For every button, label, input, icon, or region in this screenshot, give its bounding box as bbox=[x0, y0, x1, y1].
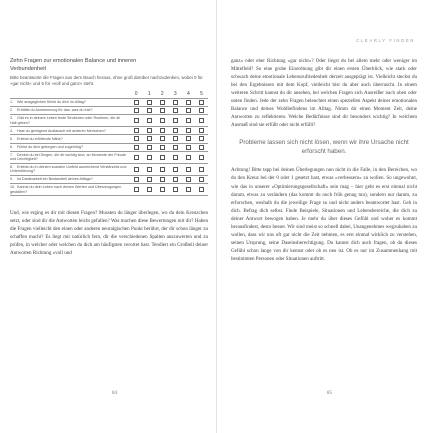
rating-checkbox[interactable] bbox=[134, 100, 139, 105]
rating-checkbox[interactable] bbox=[147, 100, 152, 105]
running-header: CLEARLY FINDEN bbox=[356, 38, 415, 43]
rating-cell bbox=[143, 143, 156, 151]
question-number: 4. bbox=[10, 128, 14, 133]
rating-checkbox[interactable] bbox=[134, 136, 139, 141]
pull-quote: Probleme lassen sich nicht lösen, wenn wir ihre Ursache nicht erforscht haben. bbox=[239, 139, 409, 155]
rating-checkbox[interactable] bbox=[186, 136, 191, 141]
rating-checkbox[interactable] bbox=[160, 167, 165, 172]
rating-cell bbox=[143, 107, 156, 115]
question-text: Hast du genügend Austausch mit anderen Menschen? bbox=[17, 128, 106, 133]
rating-cell bbox=[182, 127, 195, 135]
question-cell bbox=[10, 127, 130, 135]
rating-cell bbox=[195, 127, 208, 135]
rating-checkbox[interactable] bbox=[147, 155, 152, 160]
rating-checkbox[interactable] bbox=[199, 108, 204, 113]
rating-checkbox[interactable] bbox=[173, 187, 178, 192]
question-cell bbox=[10, 175, 130, 183]
rating-cell bbox=[182, 99, 195, 107]
rating-checkbox[interactable] bbox=[173, 167, 178, 172]
rating-checkbox[interactable] bbox=[147, 187, 152, 192]
page-number-right: 85 bbox=[327, 391, 332, 396]
rating-cell bbox=[169, 127, 182, 135]
question-number: 2. bbox=[10, 108, 14, 113]
rating-cell bbox=[156, 151, 169, 163]
rating-cell bbox=[143, 184, 156, 196]
rating-cell bbox=[169, 151, 182, 163]
rating-checkbox[interactable] bbox=[147, 128, 152, 133]
rating-cell bbox=[156, 127, 169, 135]
rating-cell bbox=[156, 99, 169, 107]
rating-cell bbox=[130, 107, 143, 115]
question-number: 9. bbox=[10, 177, 14, 182]
question-row bbox=[10, 175, 208, 183]
question-number: 1. bbox=[10, 100, 14, 105]
rating-checkbox[interactable] bbox=[160, 136, 165, 141]
rating-checkbox[interactable] bbox=[199, 155, 204, 160]
rating-checkbox[interactable] bbox=[199, 136, 204, 141]
rating-cell bbox=[130, 143, 143, 151]
question-cell bbox=[10, 99, 130, 107]
question-number: 10. bbox=[10, 185, 16, 190]
rating-checkbox[interactable] bbox=[186, 167, 191, 172]
rating-cell bbox=[130, 175, 143, 183]
rating-cell bbox=[130, 127, 143, 135]
scale-label: 5 bbox=[200, 91, 203, 97]
question-row bbox=[10, 135, 208, 143]
rating-cell bbox=[195, 163, 208, 175]
rating-checkbox[interactable] bbox=[160, 100, 165, 105]
question-row bbox=[10, 99, 208, 107]
rating-checkbox[interactable] bbox=[134, 177, 139, 182]
rating-checkbox[interactable] bbox=[134, 167, 139, 172]
rating-checkbox[interactable] bbox=[147, 108, 152, 113]
rating-cell bbox=[169, 143, 182, 151]
rating-checkbox[interactable] bbox=[186, 100, 191, 105]
rating-checkbox[interactable] bbox=[160, 187, 165, 192]
rating-cell bbox=[169, 99, 182, 107]
rating-checkbox[interactable] bbox=[173, 177, 178, 182]
rating-cell bbox=[143, 115, 156, 127]
rating-checkbox[interactable] bbox=[186, 155, 191, 160]
rating-cell bbox=[130, 163, 143, 175]
rating-cell bbox=[182, 151, 195, 163]
rating-checkbox[interactable] bbox=[186, 145, 191, 150]
question-row bbox=[10, 151, 208, 163]
rating-checkbox[interactable] bbox=[173, 118, 178, 123]
rating-cell bbox=[143, 127, 156, 135]
question-cell bbox=[10, 143, 130, 151]
rating-checkbox[interactable] bbox=[173, 136, 178, 141]
rating-checkbox[interactable] bbox=[160, 108, 165, 113]
rating-checkbox[interactable] bbox=[134, 187, 139, 192]
question-text: Erlebst du erfüllende Nähe? bbox=[17, 136, 63, 141]
rating-cell bbox=[169, 163, 182, 175]
question-text: Denkst du bei Dingen, die dir wichtig sind, an Momente der Freude und Leichtigkeit? bbox=[10, 152, 127, 162]
rating-cell bbox=[182, 115, 195, 127]
rating-checkbox[interactable] bbox=[199, 177, 204, 182]
question-cell bbox=[10, 151, 130, 163]
rating-cell bbox=[195, 184, 208, 196]
question-text: Erlebst du in deinem sozialen Umfeld ausreichend Verständnis und Unterstützung? bbox=[10, 164, 127, 174]
rating-cell bbox=[195, 143, 208, 151]
questionnaire-title: Zehn Fragen zur emotionalen Balance und inneren Verbundenheit bbox=[10, 58, 137, 72]
rating-cell bbox=[156, 175, 169, 183]
rating-checkbox[interactable] bbox=[186, 118, 191, 123]
rating-checkbox[interactable] bbox=[160, 118, 165, 123]
rating-checkbox[interactable] bbox=[199, 187, 204, 192]
rating-cell bbox=[143, 99, 156, 107]
question-cell bbox=[10, 135, 130, 143]
rating-cell bbox=[195, 99, 208, 107]
question-row bbox=[10, 163, 208, 175]
rating-checkbox[interactable] bbox=[173, 145, 178, 150]
rating-cell bbox=[143, 151, 156, 163]
rating-checkbox[interactable] bbox=[134, 118, 139, 123]
rating-cell bbox=[182, 143, 195, 151]
right-paragraph-1: ganz« oder eher Richtung »gar nicht«? Oder liegst du bei allem mehr oder weniger im Mittelfeld? So eine grobe Einordnung gibt dir einen ersten Überblick, wie stark oder schwach deine emotionale Lebenszufriedenheit derzeit ausgeprägt ist. Vielleicht steckst du bei den Ergebnissen mit dem Kopf, vielleicht bist du aber auch überrascht. In einem weiteren Schritt kannst du dir ansehen, bei welchen Fragen sich Ausreißer nach oben oder unten finden. Jede der zehn Fragen beleuchtet einen speziellen Aspekt deiner emotionalen Balance und deines Wohlbefindens im Alltag. Nimm dir einen Moment Zeit, deine Antworten zu reflektieren. Welche Bedürfnisse sind dir besonders wichtig? In welchem Ausmaß sind sie erfüllt oder nicht erfüllt? bbox=[231, 58, 417, 129]
question-text: Wie ausgeglichen fühlst du dich im Alltag? bbox=[17, 100, 86, 105]
scale-label: 0 bbox=[134, 91, 138, 97]
page-number-left: 84 bbox=[112, 391, 117, 396]
rating-cell bbox=[169, 115, 182, 127]
rating-checkbox[interactable] bbox=[160, 177, 165, 182]
rating-checkbox[interactable] bbox=[186, 128, 191, 133]
rating-cell bbox=[182, 184, 195, 196]
rating-checkbox[interactable] bbox=[134, 108, 139, 113]
rating-cell bbox=[182, 107, 195, 115]
rating-cell bbox=[195, 151, 208, 163]
rating-checkbox[interactable] bbox=[199, 167, 204, 172]
rating-checkbox[interactable] bbox=[173, 128, 178, 133]
rating-cell bbox=[182, 163, 195, 175]
questionnaire-table bbox=[10, 91, 208, 196]
rating-cell bbox=[169, 135, 182, 143]
left-page bbox=[0, 0, 216, 433]
question-row bbox=[10, 143, 208, 151]
left-body-text: Und, wie erging es dir mit diesen Fragen? Mussten du länger überlegen, wo du dein Kreuzchen setzt, oder sind dir die Antworten leicht gefallen? Was machen diese Bewertungen mit dir? Haben die Fragen vielleicht den einen oder anderen neuralgischen Punkt berührt, der dir schon länger zu schaffen macht? Es liegt mir natürlich fern, dir die verschiedenen Spalten auszuwerten und zu prüfen, in welcher oder welchen du dich am häufigsten verortet hast. Tendiert ein Großteil deiner Antworten Richtung »voll und bbox=[10, 210, 208, 257]
rating-checkbox[interactable] bbox=[173, 155, 178, 160]
rating-checkbox[interactable] bbox=[147, 145, 152, 150]
rating-cell bbox=[130, 99, 143, 107]
rating-checkbox[interactable] bbox=[199, 118, 204, 123]
rating-cell bbox=[156, 184, 169, 196]
rating-checkbox[interactable] bbox=[186, 108, 191, 113]
rating-cell bbox=[156, 135, 169, 143]
rating-cell bbox=[195, 175, 208, 183]
scale-label: 1 bbox=[147, 91, 151, 97]
question-text: Gibt es in deinem Leben feste Strukturen oder Routinen, die dir Halt geben? bbox=[10, 116, 121, 125]
rating-cell bbox=[195, 115, 208, 127]
question-cell bbox=[10, 163, 130, 175]
rating-checkbox[interactable] bbox=[186, 177, 191, 182]
rating-cell bbox=[169, 107, 182, 115]
right-page bbox=[217, 0, 433, 433]
rating-checkbox[interactable] bbox=[186, 187, 191, 192]
rating-checkbox[interactable] bbox=[199, 128, 204, 133]
scale-header-row bbox=[10, 91, 208, 99]
question-number: 5. bbox=[10, 136, 14, 141]
rating-cell bbox=[156, 143, 169, 151]
rating-checkbox[interactable] bbox=[199, 145, 204, 150]
rating-cell bbox=[156, 107, 169, 115]
question-text: Kannst du dein Leben nach deinen Werten und Überzeugungen gestalten? bbox=[10, 185, 122, 194]
rating-checkbox[interactable] bbox=[134, 155, 139, 160]
scale-label: 4 bbox=[186, 91, 190, 97]
rating-checkbox[interactable] bbox=[147, 177, 152, 182]
rating-checkbox[interactable] bbox=[199, 100, 204, 105]
scale-label: 3 bbox=[173, 91, 177, 97]
question-text: Fühlst du dich geborgen und zugehörig? bbox=[17, 144, 84, 149]
rating-cell bbox=[195, 107, 208, 115]
question-row bbox=[10, 107, 208, 115]
rating-cell bbox=[182, 175, 195, 183]
rating-cell bbox=[169, 184, 182, 196]
rating-checkbox[interactable] bbox=[134, 145, 139, 150]
question-number: 6. bbox=[10, 144, 14, 149]
question-row bbox=[10, 115, 208, 127]
rating-cell bbox=[130, 135, 143, 143]
question-number: 3. bbox=[10, 116, 14, 121]
question-text: Ist Dankbarkeit ein Bestandteil deines Alltags? bbox=[17, 177, 93, 182]
rating-checkbox[interactable] bbox=[147, 167, 152, 172]
question-cell bbox=[10, 184, 130, 196]
rating-checkbox[interactable] bbox=[134, 128, 139, 133]
rating-cell bbox=[130, 115, 143, 127]
rating-checkbox[interactable] bbox=[173, 108, 178, 113]
rating-checkbox[interactable] bbox=[160, 155, 165, 160]
rating-checkbox[interactable] bbox=[160, 128, 165, 133]
questionnaire-instructions: Bitte beantworte die Fragen aus dem Bauch heraus, ohne groß darüber nachzudenken, wobei 0 für »gar nicht« und 5 für »voll und ganz« steht. bbox=[10, 75, 203, 86]
rating-cell bbox=[130, 151, 143, 163]
question-cell bbox=[10, 115, 130, 127]
rating-cell bbox=[143, 175, 156, 183]
rating-cell bbox=[143, 163, 156, 175]
question-number: 7. bbox=[10, 152, 14, 157]
rating-checkbox[interactable] bbox=[147, 136, 152, 141]
rating-checkbox[interactable] bbox=[147, 118, 152, 123]
rating-cell bbox=[169, 175, 182, 183]
rating-cell bbox=[143, 135, 156, 143]
question-cell bbox=[10, 107, 130, 115]
question-row bbox=[10, 127, 208, 135]
rating-cell bbox=[182, 135, 195, 143]
questionnaire-rows bbox=[10, 99, 208, 196]
question-row bbox=[10, 184, 208, 196]
rating-checkbox[interactable] bbox=[160, 145, 165, 150]
rating-cell bbox=[130, 184, 143, 196]
scale-label: 2 bbox=[160, 91, 164, 97]
question-text: Erhältst du Anerkennung für das, was du tust? bbox=[17, 108, 93, 113]
rating-cell bbox=[156, 163, 169, 175]
right-paragraph-2: Achtung! Bitte tapp bei deinen Überlegungen nun nicht in die Falle, in den Bereichen, wo du den Kreuz bei der 0 oder 1 gesetzt hast, etwas »verbessern« zu wollen. So ungewohnt, wie das in unserer »Optimierungsgesellschaft« sein mag – hier geht es erst einmal nicht darum, etwas zu verändern (das kommt du noch früh genug tun), sondern nur darum, zu erforschen, weshalb du die jeweilige Frage so und nicht anders beantwortet hast. Geh in dich. Befrag dich selbst. Finde Beispiele, Situationen und Lebensbereiche, die dich zu deiner Antwort bewogen haben. Je mehr du über dieses Gefühl und woher es kommt herausfindest, desto besser. Wir sind meist so schnell dabei, Unangenehmes wegzuhaben zu wollen, dass wir uns oft gar nicht die Zeit nehmen, es erst einmal wirklich zu verstehen, seinen Ursprung, seine Daseinsberechtigung. Du kannst dich auch fragen, ob du dieses Gefühl schon lange von dir kennst oder ob es neu ist. Ob es nur im Zusammenhang mit bestimmten Personen oder Situationen auftritt. bbox=[231, 167, 417, 262]
question-column-header bbox=[10, 91, 130, 99]
rating-checkbox[interactable] bbox=[173, 100, 178, 105]
rating-cell bbox=[156, 115, 169, 127]
rating-cell bbox=[195, 135, 208, 143]
question-number: 8. bbox=[10, 164, 14, 169]
